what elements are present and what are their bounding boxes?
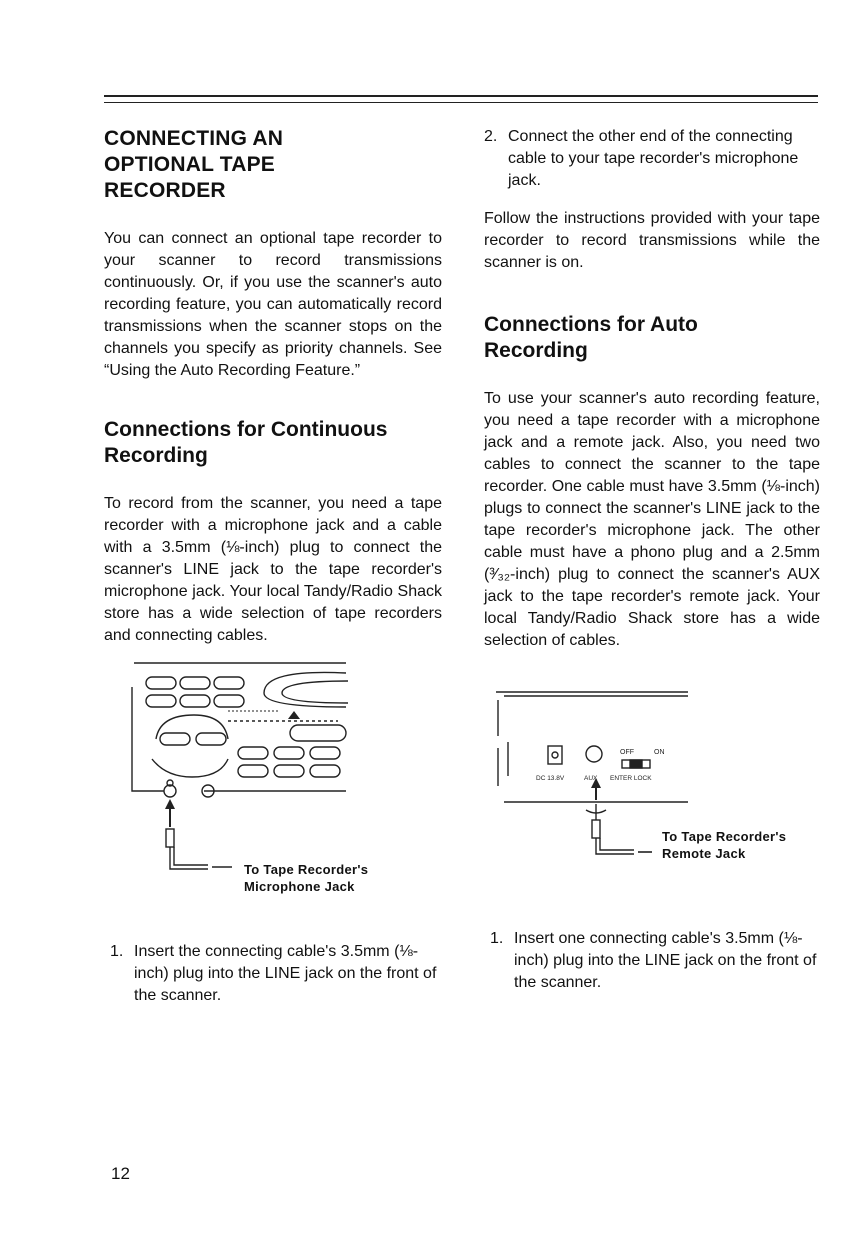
microphone-jack-caption bbox=[244, 861, 368, 895]
step-text: Insert the connecting cable's 3.5mm (⅛-inch) plug into the LINE jack on the front of the scanner. bbox=[134, 943, 437, 1004]
step-1-right bbox=[484, 928, 820, 994]
intro-paragraph: You can connect an optional tape recorder to your scanner to record transmissions continuously. Or, if you use the scanner's auto recording feature, you can automatically record transmissions when the scanner stops on the channels you specify as priority channels. See “Using the Auto Recording Feature.” bbox=[104, 230, 442, 379]
continuous-recording-heading: Connections for Continuous Recording bbox=[104, 418, 388, 467]
top-rule-thin bbox=[104, 102, 818, 103]
scanner-rear-illustration bbox=[484, 682, 820, 902]
enter-lock-label: ENTER LOCK bbox=[610, 775, 652, 782]
caption-line-2: Microphone Jack bbox=[244, 879, 355, 894]
page-number: 12 bbox=[111, 1164, 130, 1183]
scanner-rear-diagram bbox=[484, 682, 820, 902]
auto-recording-body: To use your scanner's auto recording feature, you need a tape recorder with a microphone jack and a remote jack. Also, you need two cables to connect the scanner to the tape recorder. One cable must have 3.5mm (⅛-inch) plugs to connect the scanner's LINE jack to the tape recorder's microphone jack. The other cable must have a phono plug and a 2.5mm (³⁄₃₂-inch) plug to connect the scanner's AUX jack to the tape recorder's remote jack. Your local Tandy/Radio Shack store has a wide selection of cables. bbox=[484, 390, 820, 649]
caption-line-1: To Tape Recorder's bbox=[244, 862, 369, 877]
step-number: 2. bbox=[484, 128, 498, 145]
follow-instructions-paragraph: Follow the instructions provided with your tape recorder to record transmissions while the scanner is on. bbox=[484, 210, 820, 271]
aux-label: AUX bbox=[584, 775, 598, 782]
remote-jack-caption bbox=[662, 828, 786, 862]
on-label: ON bbox=[654, 749, 665, 756]
auto-recording-heading: Connections for Auto Recording bbox=[484, 313, 698, 362]
step-text: Connect the other end of the connecting cable to your tape recorder's microphone jack. bbox=[508, 128, 799, 189]
caption-line-2: Remote Jack bbox=[662, 846, 746, 861]
step-1-left bbox=[104, 941, 442, 1007]
step-number: 1. bbox=[490, 930, 504, 947]
right-column bbox=[484, 126, 820, 994]
caption-line-1: To Tape Recorder's bbox=[662, 829, 787, 844]
left-column bbox=[104, 126, 442, 1007]
step-text: Insert one connecting cable's 3.5mm (⅛-inch) plug into the LINE jack on the front of the scanner. bbox=[514, 930, 817, 991]
section-heading: CONNECTING AN OPTIONAL TAPE RECORDER bbox=[104, 127, 284, 202]
top-rule bbox=[104, 95, 818, 97]
dc-label: DC 13.8V bbox=[536, 775, 565, 782]
continuous-recording-body: To record from the scanner, you need a tape recorder with a microphone jack and a cable with a 3.5mm (⅛-inch) plug to connect the scanner's LINE jack to the tape recorder's microphone jack. Your local Tandy/Radio Shack store has a wide selection of tape recorders and connecting cables. bbox=[104, 495, 442, 644]
off-label: OFF bbox=[620, 749, 634, 756]
step-2-right bbox=[484, 126, 820, 192]
scanner-front-diagram bbox=[104, 659, 442, 915]
step-number: 1. bbox=[110, 943, 124, 960]
